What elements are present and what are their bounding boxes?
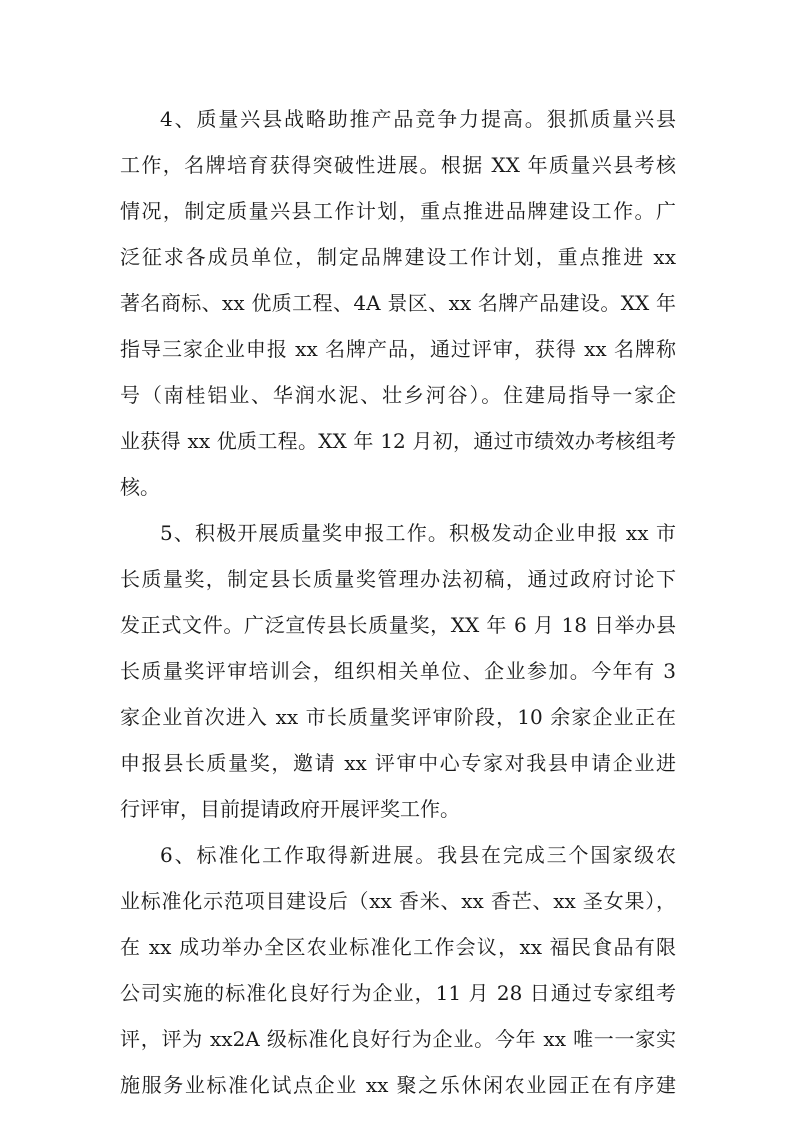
paragraph-line: 业标准化示范项目建设后（xx 香米、xx 香芒、xx 圣女果）， <box>120 889 676 913</box>
paragraph-line: 核。 <box>120 475 160 499</box>
paragraph-line: 6、标准化工作取得新进展。我县在完成三个国家级农 <box>160 843 676 867</box>
paragraph-line: 著名商标、xx 优质工程、4A 景区、xx 名牌产品建设。XX 年 <box>120 291 676 315</box>
paragraph-line: 施服务业标准化试点企业 xx 聚之乐休闲农业园正在有序建 <box>120 1073 676 1097</box>
paragraph-line: 长质量奖，制定县长质量奖管理办法初稿，通过政府讨论下 <box>120 567 676 591</box>
paragraph-line: 4、质量兴县战略助推产品竞争力提高。狠抓质量兴县 <box>160 107 676 131</box>
paragraph-line: 5、积极开展质量奖申报工作。积极发动企业申报 xx 市 <box>160 521 676 545</box>
paragraph-line: 情况，制定质量兴县工作计划，重点推进品牌建设工作。广 <box>120 199 676 223</box>
paragraph-line: 申报县长质量奖，邀请 xx 评审中心专家对我县申请企业进 <box>120 751 676 775</box>
paragraph-line: 指导三家企业申报 xx 名牌产品，通过评审，获得 xx 名牌称 <box>120 337 676 361</box>
paragraph-line: 泛征求各成员单位，制定品牌建设工作计划，重点推进 xx <box>120 245 676 269</box>
paragraph-line: 行评审，目前提请政府开展评奖工作。 <box>120 797 460 821</box>
paragraph-line: 业获得 xx 优质工程。XX 年 12 月初，通过市绩效办考核组考 <box>120 429 676 453</box>
paragraph-line: 工作，名牌培育获得突破性进展。根据 XX 年质量兴县考核 <box>120 153 676 177</box>
paragraph-line: 号（南桂铝业、华润水泥、壮乡河谷）。住建局指导一家企 <box>120 383 676 407</box>
paragraph-line: 公司实施的标准化良好行为企业，11 月 28 日通过专家组考 <box>120 981 676 1005</box>
document-body <box>120 96 676 1108</box>
paragraph-line: 在 xx 成功举办全区农业标准化工作会议，xx 福民食品有限 <box>120 935 676 959</box>
paragraph-line: 家企业首次进入 xx 市长质量奖评审阶段，10 余家企业正在 <box>120 705 676 729</box>
paragraph-line: 长质量奖评审培训会，组织相关单位、企业参加。今年有 3 <box>120 659 676 683</box>
paragraph-line: 发正式文件。广泛宣传县长质量奖，XX 年 6 月 18 日举办县 <box>120 613 676 637</box>
paragraph-line: 评，评为 xx2A 级标准化良好行为企业。今年 xx 唯一一家实 <box>120 1027 676 1051</box>
